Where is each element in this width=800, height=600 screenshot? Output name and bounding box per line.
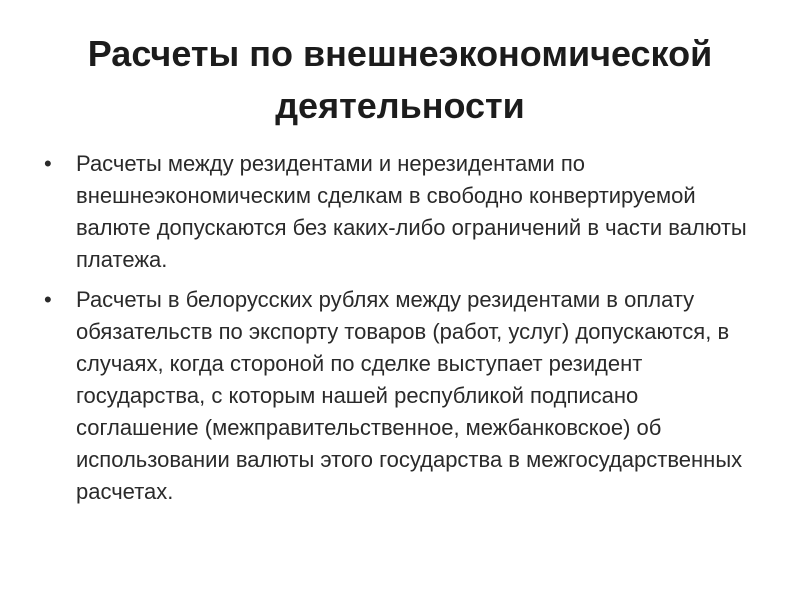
- bullet-text: Расчеты в белорусских рублях между резидентами в оплату обязательств по экспорту товаров (работ, услуг) допускаются, в случаях, когда стороной по сделке выступает резидент государства, с которым нашей республикой подписано соглашение (межправительственное, межбанковское) об использовании валюты этого государства в межгосударственных расчетах.: [76, 287, 743, 504]
- bullet-icon: •: [44, 287, 52, 312]
- bullet-item: [40, 148, 760, 276]
- bullet-text: Расчеты между резидентами и нерезидентами по внешнеэкономическим сделкам в свободно конвертируемой валюте допускаются без каких-либо ограничений в части валюты платежа.: [76, 151, 747, 272]
- bullet-item: [40, 284, 760, 508]
- bullet-list: [40, 148, 760, 516]
- slide-title: Расчеты по внешнеэкономической деятельности: [87, 33, 713, 126]
- bullet-icon: •: [44, 151, 52, 176]
